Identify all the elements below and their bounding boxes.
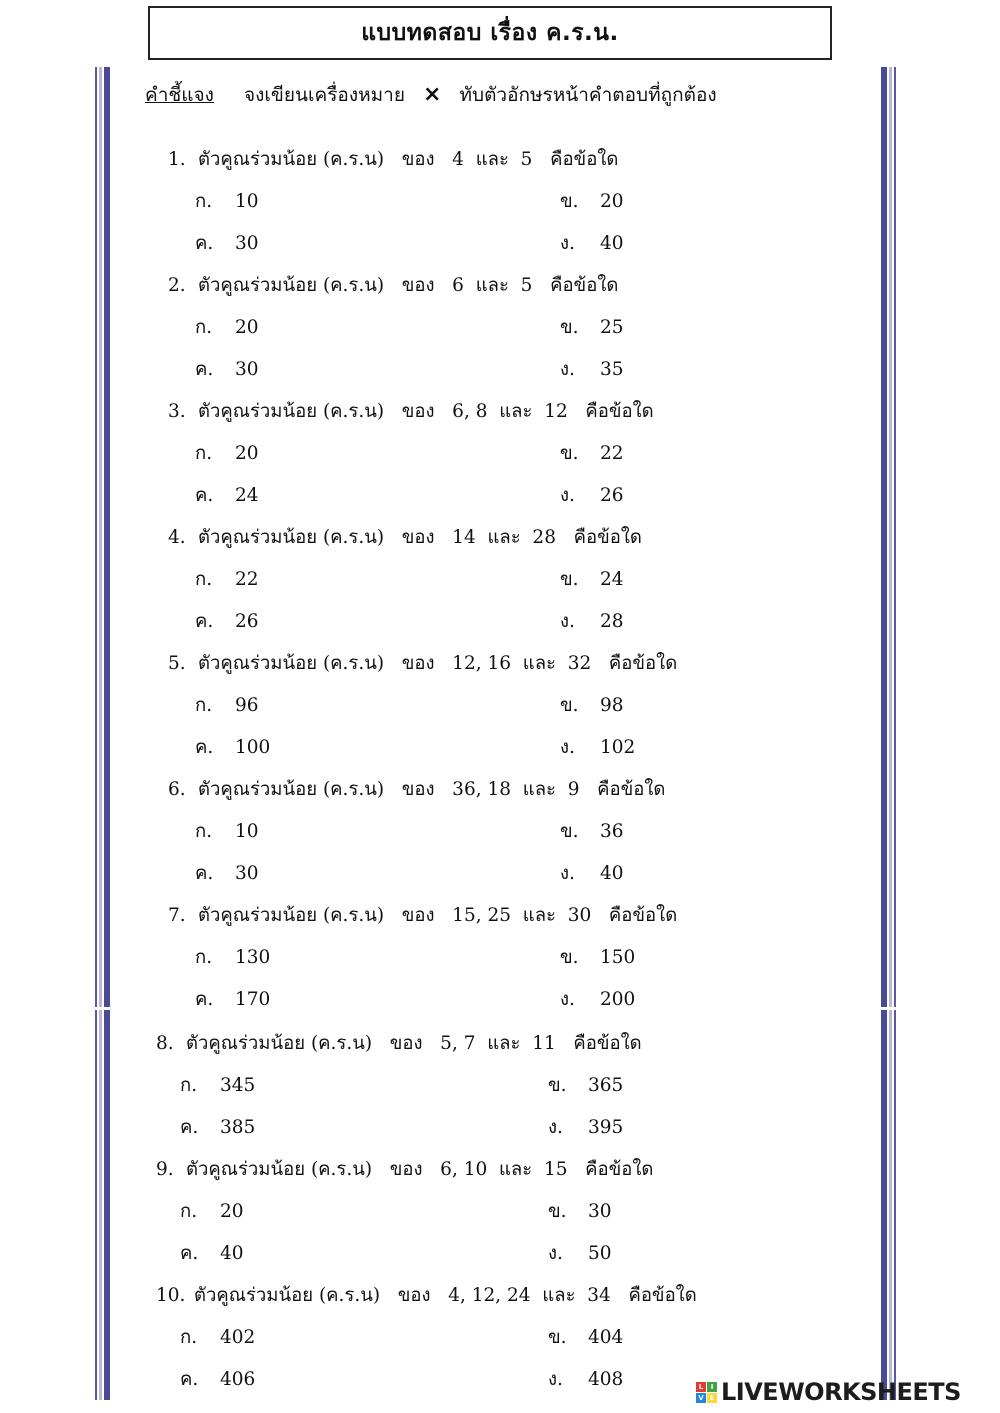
option-letter: ค. <box>180 1117 199 1138</box>
answer-option[interactable] <box>560 985 635 1014</box>
answer-option[interactable] <box>180 1323 255 1352</box>
option-value: 35 <box>600 359 624 380</box>
option-letter: ง. <box>548 1117 563 1138</box>
option-value: 22 <box>235 569 259 590</box>
option-letter: ก. <box>195 695 213 716</box>
option-value: 36 <box>600 821 624 842</box>
option-letter: ค. <box>195 233 214 254</box>
option-letter: ง. <box>560 359 575 380</box>
option-letter: ง. <box>560 611 575 632</box>
option-letter: ค. <box>180 1243 199 1264</box>
answer-option[interactable] <box>195 229 259 258</box>
question-number: 6. <box>168 779 186 800</box>
option-value: 345 <box>220 1075 256 1096</box>
option-value: 30 <box>588 1201 612 1222</box>
option-value: 10 <box>235 191 259 212</box>
question-number: 8. <box>156 1033 174 1054</box>
option-value: 102 <box>600 737 636 758</box>
logo-blocks-icon: L I V E <box>696 1382 717 1403</box>
option-value: 26 <box>600 485 624 506</box>
question-5 <box>168 649 677 678</box>
option-value: 24 <box>235 485 259 506</box>
option-value: 22 <box>600 443 624 464</box>
option-letter: ง. <box>548 1369 563 1390</box>
option-letter: ก. <box>195 443 213 464</box>
option-letter: ค. <box>195 863 214 884</box>
option-letter: ก. <box>195 317 213 338</box>
answer-option[interactable] <box>195 607 259 636</box>
option-value: 395 <box>588 1117 624 1138</box>
question-number: 7. <box>168 905 186 926</box>
answer-option[interactable] <box>560 481 624 510</box>
question-2 <box>168 271 618 300</box>
option-value: 26 <box>235 611 259 632</box>
question-7 <box>168 901 677 930</box>
answer-option[interactable] <box>195 817 259 846</box>
question-text: ตัวคูณร่วมน้อย (ค.ร.น) ของ 4 และ 5 คือข้อใด <box>198 149 619 170</box>
option-value: 150 <box>600 947 636 968</box>
option-letter: ก. <box>195 947 213 968</box>
answer-option[interactable] <box>560 187 624 216</box>
option-letter: ง. <box>560 485 575 506</box>
instruction-text: จงเขียนเครื่องหมาย <box>243 84 405 106</box>
option-value: 30 <box>235 359 259 380</box>
answer-option[interactable] <box>195 733 270 762</box>
option-value: 402 <box>220 1327 256 1348</box>
question-number: 9. <box>156 1159 174 1180</box>
question-text: ตัวคูณร่วมน้อย (ค.ร.น) ของ 6, 10 และ 15 คือข้อใด <box>186 1159 654 1180</box>
option-value: 30 <box>235 233 259 254</box>
answer-option[interactable] <box>195 313 259 342</box>
question-text: ตัวคูณร่วมน้อย (ค.ร.น) ของ 6, 8 และ 12 คือข้อใด <box>198 401 654 422</box>
instruction-line <box>145 80 717 110</box>
answer-option[interactable] <box>195 439 259 468</box>
answer-option[interactable] <box>548 1113 623 1142</box>
answer-option[interactable] <box>180 1239 244 1268</box>
left-border-rule <box>95 1010 113 1400</box>
option-letter: ก. <box>195 821 213 842</box>
option-letter: ก. <box>180 1327 198 1348</box>
answer-option[interactable] <box>180 1113 255 1142</box>
question-text: ตัวคูณร่วมน้อย (ค.ร.น) ของ 12, 16 และ 32 คือข้อใด <box>198 653 678 674</box>
option-letter: ค. <box>180 1369 199 1390</box>
answer-option[interactable] <box>560 817 624 846</box>
answer-option[interactable] <box>195 565 259 594</box>
answer-option[interactable] <box>195 943 270 972</box>
option-value: 170 <box>235 989 271 1010</box>
option-letter: ง. <box>560 863 575 884</box>
option-letter: ข. <box>548 1327 567 1348</box>
answer-option[interactable] <box>195 355 259 384</box>
question-6 <box>168 775 665 804</box>
answer-option[interactable] <box>195 859 259 888</box>
instruction-heading: คำชี้แจง <box>145 84 214 106</box>
answer-option[interactable] <box>560 439 624 468</box>
option-letter: ก. <box>180 1201 198 1222</box>
worksheet-title: แบบทดสอบ เรื่อง ค.ร.น. <box>148 6 832 60</box>
question-3 <box>168 397 654 426</box>
option-letter: ข. <box>548 1075 567 1096</box>
answer-option[interactable] <box>548 1365 623 1394</box>
option-value: 25 <box>600 317 624 338</box>
option-value: 20 <box>600 191 624 212</box>
option-value: 50 <box>588 1243 612 1264</box>
option-letter: ง. <box>548 1243 563 1264</box>
option-letter: ก. <box>195 569 213 590</box>
question-8 <box>156 1029 642 1058</box>
question-number: 1. <box>168 149 186 170</box>
question-number: 5. <box>168 653 186 674</box>
answer-option[interactable] <box>560 691 624 720</box>
option-letter: ค. <box>195 485 214 506</box>
option-letter: ค. <box>195 989 214 1010</box>
option-value: 40 <box>600 863 624 884</box>
answer-option[interactable] <box>548 1197 612 1226</box>
option-letter: ข. <box>560 821 579 842</box>
question-number: 3. <box>168 401 186 422</box>
answer-option[interactable] <box>180 1197 244 1226</box>
option-letter: ค. <box>195 359 214 380</box>
question-text: ตัวคูณร่วมน้อย (ค.ร.น) ของ 5, 7 และ 11 คือข้อใด <box>186 1033 642 1054</box>
option-letter: ง. <box>560 737 575 758</box>
question-4 <box>168 523 642 552</box>
right-border-rule <box>881 67 899 1007</box>
answer-option[interactable] <box>195 985 270 1014</box>
option-value: 20 <box>220 1201 244 1222</box>
question-text: ตัวคูณร่วมน้อย (ค.ร.น) ของ 4, 12, 24 และ 34 คือข้อใด <box>194 1285 697 1306</box>
option-letter: ข. <box>560 443 579 464</box>
option-letter: ค. <box>195 611 214 632</box>
question-text: ตัวคูณร่วมน้อย (ค.ร.น) ของ 6 และ 5 คือข้อใด <box>198 275 619 296</box>
question-text: ตัวคูณร่วมน้อย (ค.ร.น) ของ 14 และ 28 คือข้อใด <box>198 527 642 548</box>
option-value: 98 <box>600 695 624 716</box>
answer-option[interactable] <box>180 1365 255 1394</box>
option-letter: ข. <box>560 317 579 338</box>
option-value: 404 <box>588 1327 624 1348</box>
option-value: 10 <box>235 821 259 842</box>
answer-option[interactable] <box>560 607 624 636</box>
answer-option[interactable] <box>548 1323 623 1352</box>
answer-option[interactable] <box>560 355 624 384</box>
question-number: 2. <box>168 275 186 296</box>
option-value: 30 <box>235 863 259 884</box>
option-letter: ข. <box>548 1201 567 1222</box>
x-mark-icon: × <box>423 82 442 107</box>
option-value: 130 <box>235 947 271 968</box>
option-value: 40 <box>600 233 624 254</box>
instruction-text: ทับตัวอักษรหน้าคำตอบที่ถูกต้อง <box>459 84 717 106</box>
option-letter: ข. <box>560 569 579 590</box>
right-border-rule <box>881 1010 899 1400</box>
option-letter: ง. <box>560 233 575 254</box>
answer-option[interactable] <box>195 187 259 216</box>
answer-option[interactable] <box>560 565 624 594</box>
question-10 <box>156 1281 697 1310</box>
answer-option[interactable] <box>195 481 259 510</box>
option-value: 385 <box>220 1117 256 1138</box>
option-value: 365 <box>588 1075 624 1096</box>
question-1 <box>168 145 618 174</box>
answer-option[interactable] <box>560 733 635 762</box>
option-value: 24 <box>600 569 624 590</box>
answer-option[interactable] <box>180 1071 255 1100</box>
option-letter: ข. <box>560 695 579 716</box>
answer-option[interactable] <box>560 943 635 972</box>
option-letter: ก. <box>195 191 213 212</box>
question-number: 10. <box>156 1285 186 1306</box>
option-letter: ข. <box>560 947 579 968</box>
answer-option[interactable] <box>560 229 624 258</box>
option-value: 28 <box>600 611 624 632</box>
liveworksheets-logo <box>696 1377 961 1407</box>
option-value: 406 <box>220 1369 256 1390</box>
option-value: 96 <box>235 695 259 716</box>
option-value: 408 <box>588 1369 624 1390</box>
option-value: 100 <box>235 737 271 758</box>
option-value: 20 <box>235 317 259 338</box>
answer-option[interactable] <box>548 1239 612 1268</box>
logo-wordmark: LIVEWORKSHEETS <box>721 1378 961 1406</box>
question-number: 4. <box>168 527 186 548</box>
left-border-rule <box>95 67 113 1007</box>
answer-option[interactable] <box>560 859 624 888</box>
question-text: ตัวคูณร่วมน้อย (ค.ร.น) ของ 36, 18 และ 9 คือข้อใด <box>198 779 666 800</box>
option-value: 40 <box>220 1243 244 1264</box>
option-value: 200 <box>600 989 636 1010</box>
question-text: ตัวคูณร่วมน้อย (ค.ร.น) ของ 15, 25 และ 30 คือข้อใด <box>198 905 678 926</box>
option-value: 20 <box>235 443 259 464</box>
option-letter: ก. <box>180 1075 198 1096</box>
answer-option[interactable] <box>548 1071 623 1100</box>
option-letter: ข. <box>560 191 579 212</box>
option-letter: ง. <box>560 989 575 1010</box>
question-9 <box>156 1155 653 1184</box>
answer-option[interactable] <box>560 313 624 342</box>
answer-option[interactable] <box>195 691 259 720</box>
option-letter: ค. <box>195 737 214 758</box>
